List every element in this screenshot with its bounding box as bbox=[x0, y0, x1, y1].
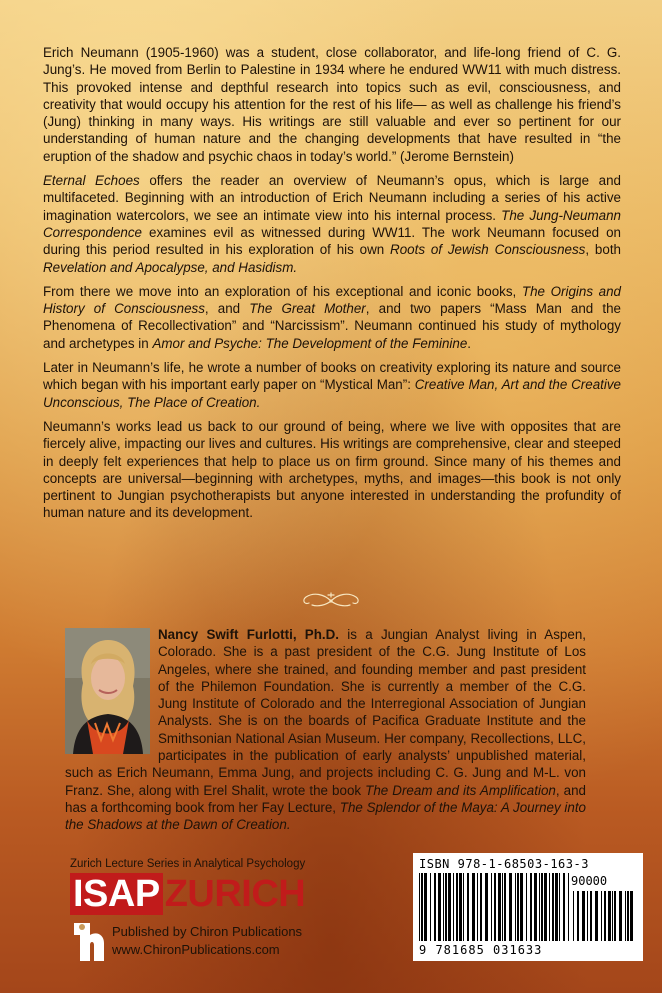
paragraph-ground-of-being: Neumann’s works lead us back to our ground of being, where we live with opposites that are fiercely alive, impacting our lives and cultures. His writings are comprehensive, clear and steeped in deeply felt experiences that help to place us on firm ground. Since many of his themes and concepts are universal—beginning with archetypes, myths, and images—this book is not only pertinent to Jungian psychotherapists but anyone interested in understanding the profundity of human nature and its development. bbox=[43, 418, 621, 521]
publisher bbox=[70, 921, 350, 963]
isbn-text: ISBN 978-1-68503-163-3 bbox=[419, 857, 589, 871]
flourish-ornament bbox=[296, 588, 366, 610]
series-title: Zurich Lecture Series in Analytical Psychology bbox=[70, 858, 306, 870]
paragraph-intro: Erich Neumann (1905-1960) was a student, close collaborator, and life-long friend of C. G. Jung’s. He moved from Berlin to Palestine in 1934 where he endured WW11 with much distress. This provoked intense and depthful research into topics such as evil, consciousness, and creativity that would occupy his attention for the rest of his life— as well as challenge his friend’s (Jung) thinking in many ways. His writings are still valuable and ever so pertinent for our understanding of human nature and the changing developments that have resulted in “the eruption of the shadow and psychic chaos in today’s world.” (Jerome Bernstein) bbox=[43, 45, 621, 164]
author-name: Nancy Swift Furlotti, Ph.D. bbox=[158, 627, 340, 642]
publisher-url: www.ChironPublications.com bbox=[112, 942, 280, 957]
isap-zurich-logo bbox=[70, 875, 305, 913]
published-by: Published by Chiron Publications bbox=[112, 924, 303, 939]
paragraph-origins: From there we move into an exploration of his exceptional and iconic books, The Origins and History of Consciousness, and The Great Mother, and two papers “Mass Man and the Phenomena of Recollectivation” and “Narcissism”. Neumann continued his study of mythology and archetypes in Amor and Psyche: The Development of the Feminine. bbox=[43, 283, 622, 351]
barcode-number: 9 781685 031633 bbox=[419, 943, 543, 957]
price-code: 90000 bbox=[571, 874, 608, 888]
price-barcode-bars bbox=[573, 891, 635, 943]
isap-logo-text: ISAP bbox=[70, 873, 163, 915]
author-photo bbox=[65, 628, 150, 754]
barcode bbox=[413, 853, 643, 961]
paragraph-eternal-echoes: Eternal Echoes offers the reader an overview of Neumann’s opus, which is large and multifaceted. Beginning with an introduction of Erich Neumann including a series of his active imagination watercolors, we see an intimate view into his internal process. The Jung-Neumann Correspondence examines evil as witnessed during WW11. The work Neumann focused on during this period resulted in his exploration of his own Roots of Jewish Consciousness, both Revelation and Apocalypse, and Hasidism. bbox=[43, 173, 622, 275]
author-bio-text: is a Jungian Analyst living in Aspen, Colorado. She is a past president of the C.G. Jung Institute of Los Angeles, where she trained, and founding member and past president of the Philemon Foundation. She is currently a member of the C.G. Jung Institute of Colorado and the Interregional Association of Jungian Analysts. She is on the boards of Pacifica Graduate Institute and the Smithsonian National Asian Museum. Her company, Recollections, LLC, participates in the publication of early analysts’ unpublished material, such as Erich Neumann, Emma Jung, and projects including C. G. Jung and M-L. von Franz. She, along with Erel Shalit, wrote the book The Dream and its Amplification, and has a forthcoming book from her Fay Lecture, The Splendor of the Maya: A Journey into the Shadows at the Dawn of Creation. bbox=[65, 627, 586, 833]
paragraph-creativity: Later in Neumann’s life, he wrote a number of books on creativity exploring its nature and source which began with his important early paper on “Mystical Man”: Creative Man, Art and the Creative Unconscious, The Place of Creation. bbox=[43, 360, 621, 410]
barcode-bars bbox=[419, 873, 569, 945]
author-bio bbox=[65, 626, 586, 834]
chiron-logo-icon bbox=[70, 921, 106, 963]
description bbox=[43, 44, 621, 522]
zurich-logo-text: ZURICH bbox=[164, 873, 306, 915]
